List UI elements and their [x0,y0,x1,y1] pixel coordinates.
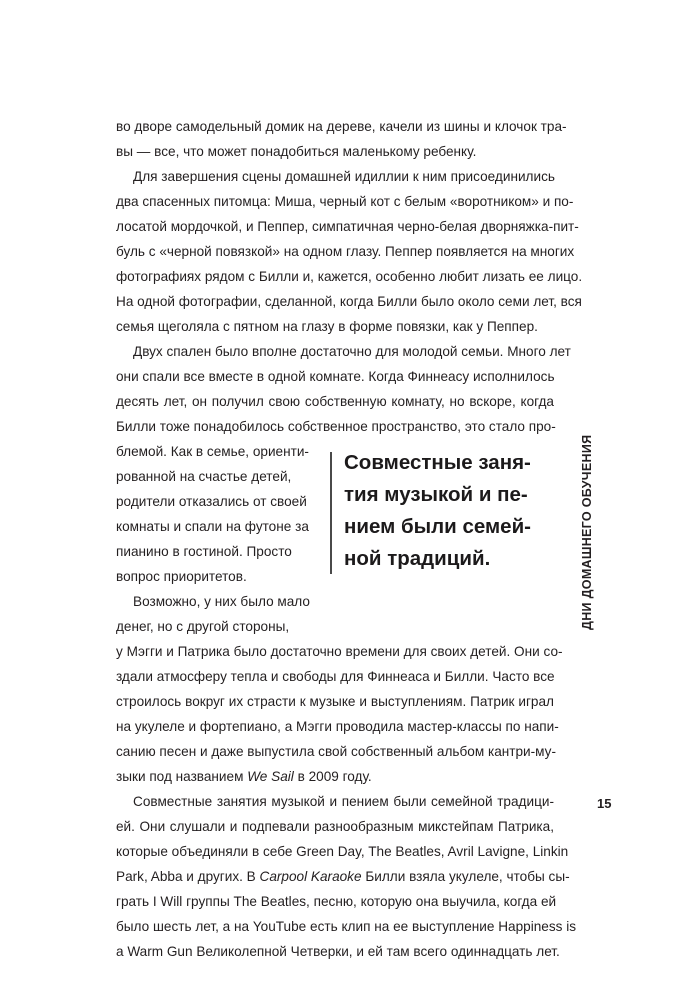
body-line-22: у Мэгги и Патрика было достаточно времени для своих детей. Они со- [116,644,563,659]
body-line-18: пианино в гостиной. Просто [116,544,292,559]
body-line-31-end: Билли взяла укулеле, чтобы сы- [361,869,570,884]
body-line-24: строилось вокруг их страсти к музыке и выступлениям. Патрик играл [116,694,554,709]
body-line-21: денег, но с другой стороны, [116,619,290,634]
body-line-14: блемой. Как в семье, ориенти- [116,444,309,459]
body-line-10: Двух спален было вполне достаточно для молодой семьи. Много лет [133,344,571,359]
body-line-23: здали атмосферу тепла и свободы для Финнеаса и Билли. Часто все [116,669,555,684]
pull-quote-bar [330,452,332,574]
chapter-side-title: ДНИ ДОМАШНЕГО ОБУЧЕНИЯ [580,434,594,630]
body-line-27-start: зыки под названием [116,769,248,784]
body-line-3: Для завершения сцены домашней идиллии к ним присоединились [133,169,555,184]
body-line-26: санию песен и даже выпустила свой собственный альбом кантри-му- [116,744,556,759]
body-line-27-end: в 2009 году. [293,769,372,784]
body-line-17: комнаты и спали на футоне за [116,519,309,534]
body-line-4: два спасенных питомца: Миша, черный кот с белым «воротником» и по- [116,194,574,209]
album-title: We Sail [247,769,294,784]
show-title: Carpool Karaoke [259,869,362,884]
pull-quote-line-1: Совместные заня- [344,451,531,474]
body-line-25: на укулеле и фортепиано, а Мэгги проводила мастер-классы по напи- [116,719,559,734]
body-line-30: которые объединяли в себе Green Day, The Beatles, Avril Lavigne, Linkin [116,844,569,859]
body-line-20: Возможно, у них было мало [133,594,310,609]
pull-quote-line-2: тия музыкой и пе- [344,483,528,506]
body-line-5: лосатой мордочкой, и Пеппер, симпатичная черно-белая дворняжка-пит- [116,219,579,234]
body-line-8: На одной фотографии, сделанной, когда Билли было около семи лет, вся [116,294,582,309]
body-line-34: a Warm Gun Великолепной Четверки, и ей там всего одиннадцать лет. [116,944,560,959]
pull-quote-line-4: ной традиций. [344,547,491,570]
body-line-13: Билли тоже понадобилось собственное пространство, это стало про- [116,419,556,434]
body-line-11: они спали все вместе в одной комнате. Когда Финнеасу исполнилось [116,369,555,384]
body-line-19: вопрос приоритетов. [116,569,247,584]
body-line-7: фотографиях рядом с Билли и, кажется, особенно любит лизать ее лицо. [116,269,583,284]
body-line-1: во дворе самодельный домик на дереве, качели из шины и клочок тра- [116,119,567,134]
body-line-15: рованной на счастье детей, [116,469,292,484]
body-line-31-start: Park, Abba и других. В [116,869,260,884]
body-line-31 [116,867,570,887]
body-line-6: буль с «черной повязкой» на одном глазу. Пеппер появляется на многих [116,244,575,259]
body-line-16: родители отказались от своей [116,494,307,509]
body-line-33: было шесть лет, а на YouTube есть клип на ее выступление Happiness is [116,919,577,934]
body-line-32: грать I Will группы The Beatles, песню, которую она выучила, когда ей [116,894,557,909]
body-line-9: семья щеголяла с пятном на глазу в форме повязки, как у Пеппер. [116,319,538,334]
body-line-28: Совместные занятия музыкой и пением были семейной традици- [133,794,554,809]
page-number: 15 [597,796,612,811]
body-line-29: ей. Они слушали и подпевали разнообразным микстейпам Патрика, [116,819,554,834]
body-line-12: десять лет, он получил свою собственную комнату, но вскоре, когда [116,394,554,409]
pull-quote-line-3: нием были семей- [344,515,531,538]
body-line-2: вы — все, что может понадобиться маленькому ребенку. [116,144,477,159]
body-line-27 [116,767,554,787]
